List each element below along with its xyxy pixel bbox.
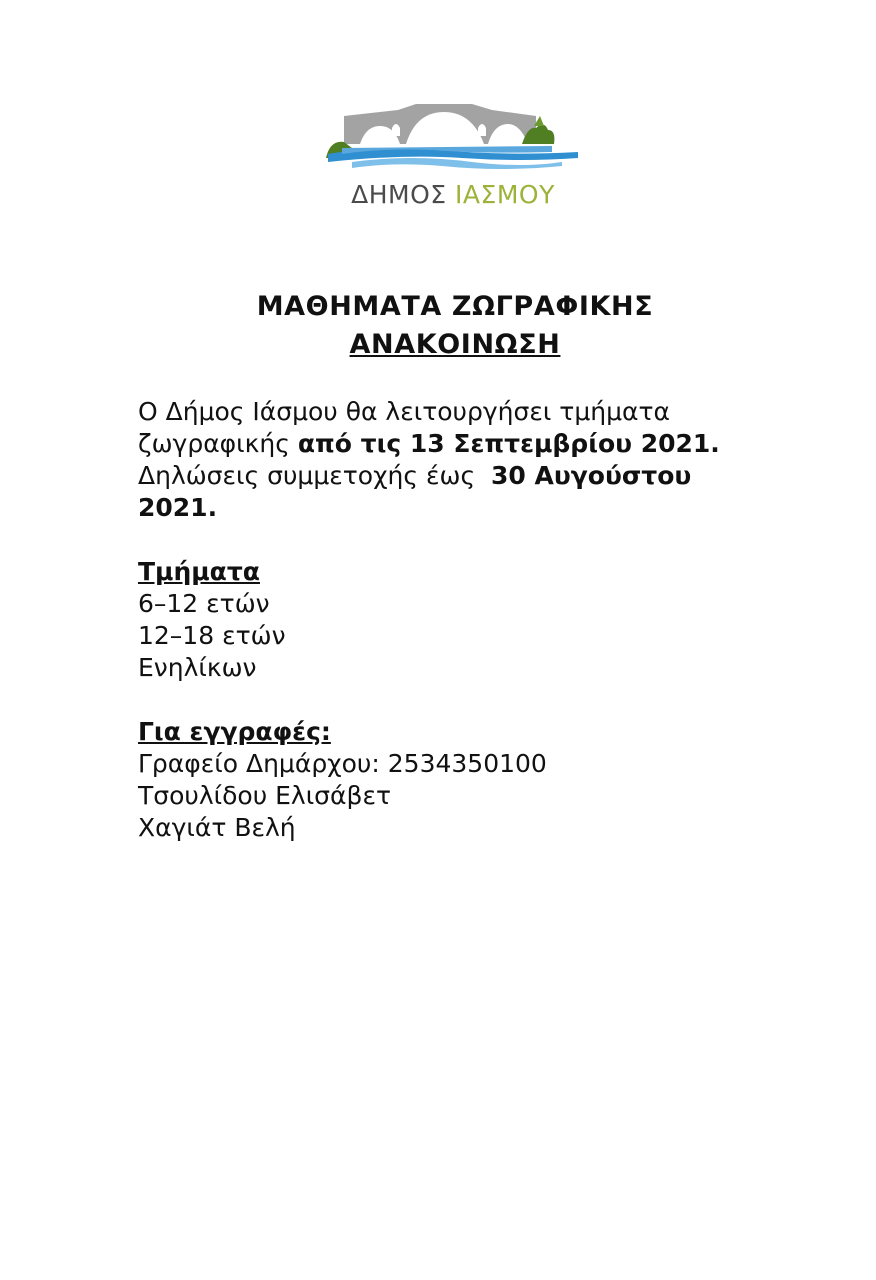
intro-line-2-text: ζωγραφικής xyxy=(138,429,298,458)
intro-line-3 xyxy=(138,460,838,492)
document-title: ΜΑΘΗΜΑΤΑ ΖΩΓΡΑΦΙΚΗΣ xyxy=(256,291,654,322)
class-item: 12–18 ετών xyxy=(138,621,286,650)
deadline-year: 2021. xyxy=(138,493,218,522)
registration-heading: Για εγγραφές: xyxy=(138,717,331,746)
classes-heading: Τμήματα xyxy=(138,557,260,586)
bridge-icon xyxy=(322,96,584,176)
class-item: Ενηλίκων xyxy=(138,653,257,682)
municipality-logo xyxy=(322,96,584,218)
deadline-date: 30 Αυγούστου xyxy=(491,461,692,490)
intro-line-2 xyxy=(138,428,838,460)
logo-text-part1: ΔΗΜΟΣ xyxy=(351,180,447,209)
registration-line: Χαγιάτ Βελή xyxy=(138,813,296,842)
bridge-shape xyxy=(344,104,536,144)
logo-text xyxy=(322,180,584,209)
document-subtitle: ΑΝΑΚΟΙΝΩΣΗ xyxy=(349,329,561,360)
registration-line: Τσουλίδου Ελισάβετ xyxy=(138,781,392,810)
intro-line-1: Ο Δήμος Ιάσμου θα λειτουργήσει τμήματα xyxy=(138,397,670,426)
class-item: 6–12 ετών xyxy=(138,589,270,618)
registration-line: Γραφείο Δημάρχου: 2534350100 xyxy=(138,749,547,778)
start-date: από τις 13 Σεπτεμβρίου 2021. xyxy=(297,429,720,458)
logo-text-part2: ΙΑΣΜΟΥ xyxy=(455,180,555,209)
intro-line-3-text: Δηλώσεις συμμετοχής έως xyxy=(138,461,492,490)
announcement-body xyxy=(138,396,838,844)
